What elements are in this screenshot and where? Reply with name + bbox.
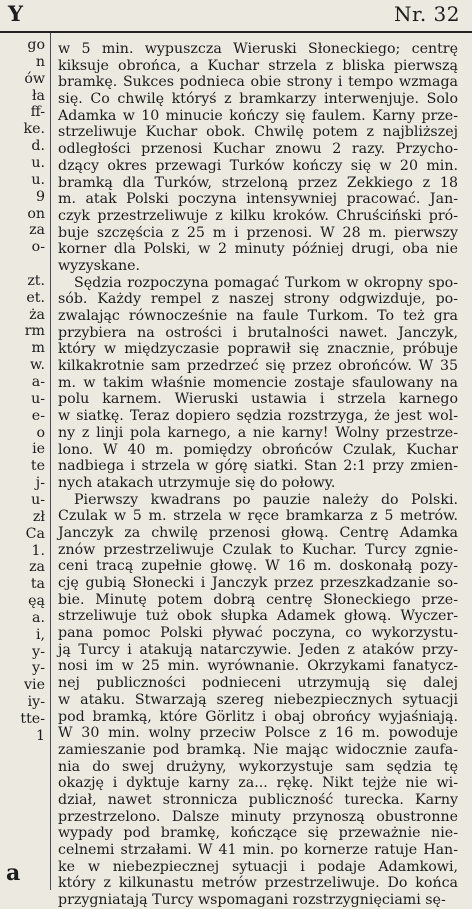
header-section-letter: Y	[8, 1, 24, 26]
article-line: w ataku. Stwarzają szereg niebezpiecznych sytuacji	[58, 691, 458, 708]
article-line: przybiera na ostrości i brutalności nawet. Janczyk,	[58, 324, 458, 341]
left-column-line: u.	[31, 171, 45, 188]
article-line: dział, nawet stronnicza publiczność turecka. Karny	[58, 791, 458, 808]
left-column-line: n	[35, 53, 45, 70]
article-line: który w międzyczasie poprawił się znacznie, próbuje	[58, 341, 458, 358]
article-line: pana pomoc Polski pływać poczyna, co wykorzystu-	[58, 625, 458, 642]
left-column-line: m	[31, 340, 45, 357]
article-line: buje szczęścia z 25 m i przenosi. W 28 m. pierwszy	[58, 224, 458, 241]
left-column-line: ta	[30, 576, 45, 593]
left-column-line: ła	[31, 87, 45, 104]
left-column-line: 1.	[31, 542, 45, 559]
left-column-line: on	[27, 205, 45, 222]
left-column-line: u.	[31, 154, 45, 171]
left-column-bottom-glyph: a	[6, 860, 21, 886]
article-line: przestrzelono. Dalsze minuty przynoszą obustronne	[58, 808, 458, 825]
article-line: zwalając równocześnie na faule Turkom. To też gra	[58, 308, 458, 324]
column-divider	[50, 33, 51, 890]
article-line: ke w niebezpiecznej sytuacji i podaje Adamkowi,	[58, 858, 458, 875]
article-line: w 5 min. wypuszcza Wieruski Słoneckiego; centrę	[58, 41, 458, 57]
article-line: Janczyk za chwilę przenosi głową. Centrę Adamka	[58, 524, 458, 541]
left-column-line: 9	[35, 188, 45, 205]
article-line: wyzyskane.	[58, 257, 141, 274]
left-column-line: zt.	[27, 272, 45, 289]
left-column-line: Ca	[25, 525, 45, 542]
article-line: cję gubią Słonecki i Janczyk przez przeszkadzanie so-	[58, 575, 458, 591]
left-column-line: w.	[30, 357, 45, 374]
left-column-line: 1	[35, 727, 45, 744]
left-column-line: i,	[35, 626, 45, 643]
article-line: odległości przenosi Kuchar znowu 2 razy. Przycho-	[58, 141, 458, 158]
left-column-line: a.	[32, 609, 45, 626]
article-line: m. atak Polski poczyna intensywniej pracować. Jan-	[58, 191, 458, 208]
left-column-line: rm	[24, 323, 45, 340]
article-line: Sędzia rozpoczyna pomagać Turkom w okropny spo-	[74, 274, 458, 291]
article-body	[58, 41, 458, 909]
article-line: celnemi strzałami. W 41 min. po kornerze ratuje Han-	[58, 842, 458, 858]
article-line: lono. W 40 m. pomiędzy obrońców Czulak, Kuchar	[58, 441, 458, 458]
article-line: pod bramką, które Görlitz i obaj obrońcy wyjaśniają.	[58, 708, 458, 725]
article-line: Adamka w 10 minucie kończy się faulem. Karny prze-	[58, 107, 458, 124]
left-column-line: у-	[31, 643, 45, 660]
article-line: ją Turcy i atakują natarczywie. Jeden z ataków przy-	[58, 641, 458, 658]
left-column-line: o	[36, 424, 45, 441]
left-column-line: у-	[31, 660, 45, 677]
left-column-line: ff-	[30, 104, 45, 121]
article-line: nej publiczności podnieceni utrzymują się dalej	[58, 675, 458, 692]
article-line: nia do swej drużyny, wykorzystuje sam sędzia tę	[58, 758, 458, 775]
page-header	[0, 0, 472, 40]
article-line: strzeliwuje Kuchar obok. Chwilę potem z najbliższej	[58, 124, 458, 141]
article-line: bramką dla Turków, strzeloną przez Zekkiego z 18	[58, 174, 458, 191]
left-column-line: za	[29, 222, 45, 239]
left-column-line: ów	[24, 70, 45, 87]
left-column-line: ęą	[28, 593, 45, 610]
left-column-line: ża	[29, 306, 45, 323]
left-column-line: ke.	[23, 121, 45, 138]
article-line: zamieszanie pod bramką. Nie mając widocznie zaufa-	[58, 741, 458, 758]
article-line: znów przestrzeliwuje Czulak to Kuchar. Turcy zgnie-	[58, 541, 458, 558]
left-column-line: u-	[31, 491, 45, 508]
article-line: Czulak w 5 m. strzela w ręce bramkarza z 5 metrów.	[58, 508, 458, 525]
article-line: kilkakrotnie sam przedrzeć się przez obrońców. W 35	[58, 358, 458, 375]
article-line: korner dla Polski, w 2 minuty później drugi, oba nie	[58, 241, 458, 258]
left-column-line: vie	[24, 677, 45, 694]
article-line: nych atakach utrzymuje się do połowy.	[58, 474, 336, 491]
article-line: ny z linji pola karnego, a nie karny! Wolny przestrze-	[58, 424, 458, 441]
left-column-line: go	[27, 37, 45, 53]
article-line: strzeliwuje tuż obok słupka Adamek głową. Wyczer-	[58, 608, 458, 625]
article-line: w siatkę. Teraz dopiero sędzia rozstrzyga, że jest wol-	[58, 408, 458, 425]
article-line: nadbiega i strzela w górę siatki. Stan 2:1 przy zmien-	[58, 458, 458, 475]
article-paragraph	[58, 492, 458, 909]
header-rule	[0, 31, 472, 33]
article-line: ceni tracą zupełnie głowę. W 16 m. doskonałą pozy-	[58, 558, 458, 575]
left-column-line: e-	[31, 407, 45, 424]
article-line: który z kilkunastu metrów przestrzeliwuje. Do końca	[58, 875, 458, 892]
left-column-line: d.	[31, 138, 45, 155]
left-column-line: te	[30, 458, 45, 475]
header-issue-number: Nr. 32	[393, 2, 460, 26]
left-column-line: o-	[31, 239, 45, 256]
left-column-line: iy-	[27, 694, 45, 711]
article-paragraph	[58, 275, 458, 492]
left-column-line: za	[29, 559, 45, 576]
article-line: dzący okres przewagi Turków kończy się w 20 min.	[58, 157, 458, 174]
article-line: bramkę. Sukces podnieca obie strony i tempo wzmaga	[58, 74, 458, 91]
left-column-line: j-	[35, 475, 45, 492]
left-column-line: et.	[26, 289, 45, 306]
left-column-line: ie	[32, 441, 45, 458]
article-line: przygniatają Turcy wspomagani rozstrzygnięciami sę-	[58, 892, 446, 909]
left-column-line: a-	[31, 374, 45, 390]
article-line: kiksuje obrońca, a Kuchar strzela z bliska pierwszą	[58, 57, 458, 74]
article-line: sób. Każdy rempel z naszej strony odgwizduje, po-	[58, 291, 458, 308]
article-line: W 30 min. wolny przeciw Polsce z 16 m. powoduje	[58, 725, 458, 742]
article-line: wypady pod bramkę, kończące się przeważnie nie-	[58, 825, 458, 842]
left-column-fragment	[0, 33, 48, 890]
article-line: nosi im w 25 min. wyrównanie. Okrzykami fanatycz-	[58, 658, 458, 675]
article-line: się. Co chwilę któryś z bramkarzy interwenjuje. Solo	[58, 91, 458, 108]
left-column-line: tte-	[20, 711, 45, 727]
article-line: m. w takim właśnie momencie zostaje sfaulowany na	[58, 374, 458, 391]
article-line: polu karnem. Wieruski ustawia i strzela karnego	[58, 391, 458, 408]
article-line: okazję i dyktuje karny za... rękę. Nikt tejże nie wi-	[58, 775, 458, 792]
article-paragraph	[58, 41, 458, 275]
article-line: bie. Minutę potem dobrą centrę Słoneckiego prze-	[58, 591, 458, 608]
article-line: Pierwszy kwadrans po pauzie należy do Polski.	[74, 491, 458, 508]
article-line: czyk przestrzeliwuje z kilku kroków. Chruściński pró-	[58, 207, 458, 224]
left-column-line: zł	[32, 508, 45, 525]
left-column-line: u-	[31, 390, 45, 407]
